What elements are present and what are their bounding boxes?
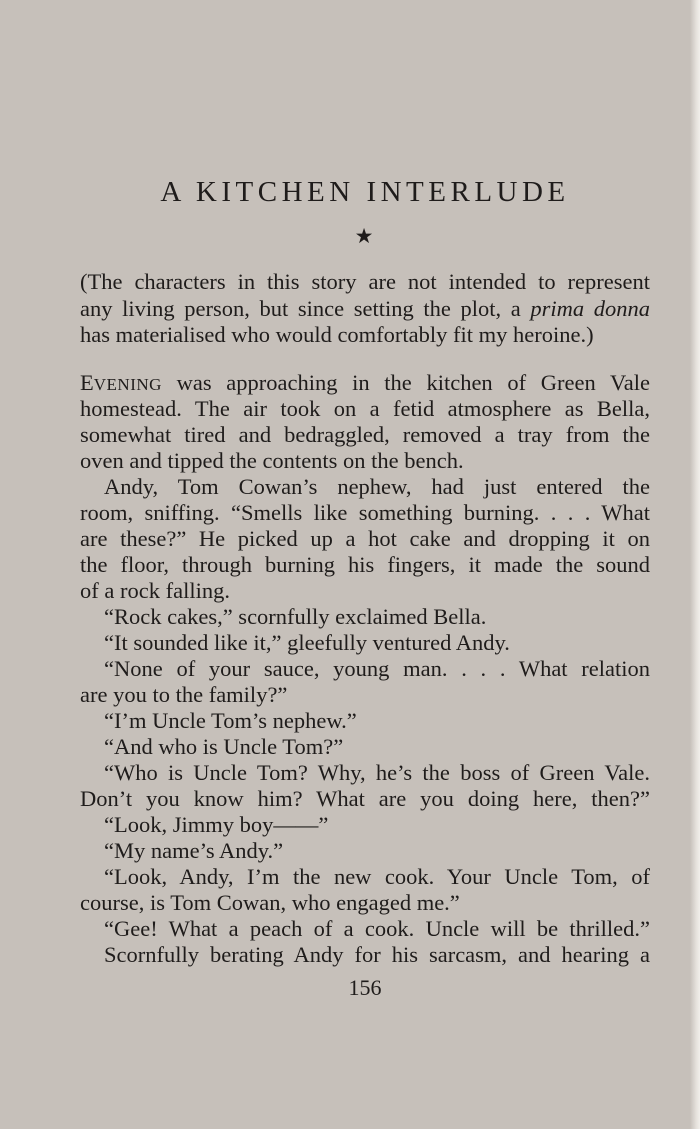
text-line: the floor, through burning his fingers, it made the sound (80, 552, 650, 577)
text-line: somewhat tired and bedraggled, removed a tray from the (80, 422, 650, 447)
text-line: Andy, Tom Cowan’s nephew, had just entered the (104, 474, 650, 499)
star-ornament-icon: ★ (354, 224, 374, 248)
page-number: 156 (348, 975, 382, 1000)
text-line: “None of your sauce, young man. . . . What relation (104, 656, 650, 681)
text-line: (The characters in this story are not intended to represent (80, 269, 650, 294)
text-line: oven and tipped the contents on the bench. (80, 448, 464, 473)
text-line: “I’m Uncle Tom’s nephew.” (104, 708, 357, 733)
text-line: has materialised who would comfortably fit my heroine.) (80, 322, 594, 347)
text-line: EVENING was approaching in the kitchen of Green Vale (80, 370, 650, 395)
italic-phrase: prima donna (530, 296, 650, 321)
text-line: room, sniffing. “Smells like something burning. . . . What (80, 500, 650, 525)
text-line: “Look, Andy, I’m the new cook. Your Uncle Tom, of (104, 864, 650, 889)
text-line: Don’t you know him? What are you doing here, then?” (80, 786, 650, 811)
text-line: “Gee! What a peach of a cook. Uncle will be thrilled.” (104, 916, 650, 941)
text-line: “It sounded like it,” gleefully ventured Andy. (104, 630, 510, 655)
drop-cap: E (80, 370, 94, 395)
text-line: “My name’s Andy.” (104, 838, 284, 863)
chapter-title: A KITCHEN INTERLUDE (160, 176, 570, 208)
page-edge-shadow (690, 0, 700, 1129)
text-line: “Rock cakes,” scornfully exclaimed Bella. (104, 604, 487, 629)
text-line: are these?” He picked up a hot cake and dropping it on (80, 526, 650, 551)
text-line: “And who is Uncle Tom?” (104, 734, 344, 759)
text-line: course, is Tom Cowan, who engaged me.” (80, 890, 460, 915)
text-line: of a rock falling. (80, 578, 230, 603)
text-line: Scornfully berating Andy for his sarcasm, and hearing a (104, 942, 650, 967)
small-caps-word: VENING (93, 375, 162, 394)
text-line: homestead. The air took on a fetid atmosphere as Bella, (80, 396, 650, 421)
text-line: are you to the family?” (80, 682, 288, 707)
text-line: “Who is Uncle Tom? Why, he’s the boss of Green Vale. (104, 760, 650, 785)
text-line: any living person, but since setting the plot, a prima donna (80, 296, 650, 321)
text-line: “Look, Jimmy boy——” (104, 812, 329, 837)
